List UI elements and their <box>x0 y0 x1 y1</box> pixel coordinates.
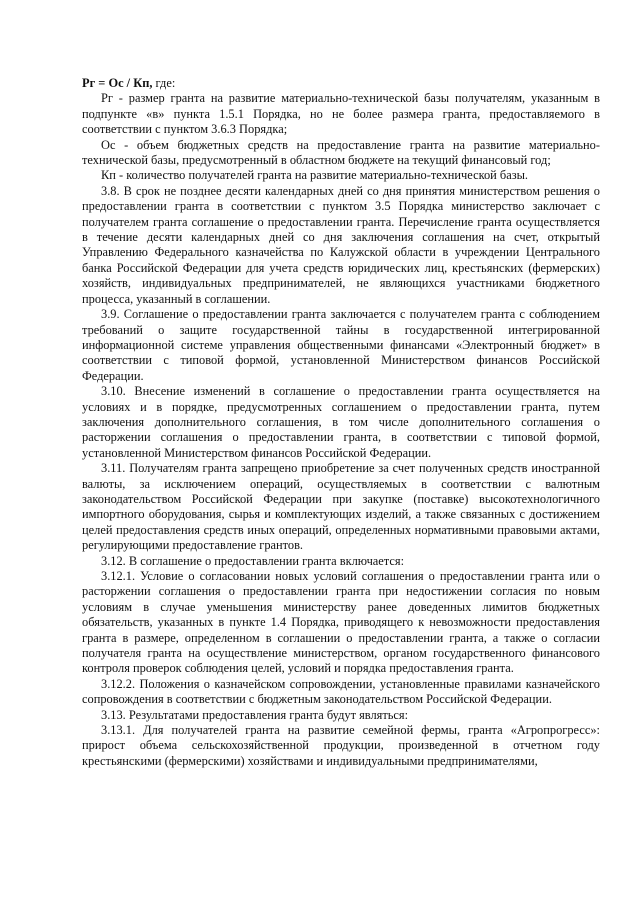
paragraph-3-13: 3.13. Результатами предоставления гранта будут являться: <box>101 707 409 722</box>
formula-tail: где: <box>152 76 176 90</box>
document-page <box>82 76 600 769</box>
paragraph-3-13-1: 3.13.1. Для получателей гранта на развитие семейной фермы, гранта «Агропрогресс»: прирост объема сельскохозяйственной продукции, произведенной в отчетном году крестьянскими (фермерскими) хозяйствами и индивидуальными предпринимателями, <box>82 723 600 768</box>
formula-line <box>82 76 600 91</box>
definition-os: Ос - объем бюджетных средств на предоставление гранта на развитие материально-технической базы, предусмотренный в областном бюджете на текущий финансовый год; <box>82 137 600 168</box>
definition-rg: Рг - размер гранта на развитие материально-технической базы получателям, указанным в подпункте «в» пункта 1.5.1 Порядка, но не более размера гранта, предоставляемого в соответствии с пунктом 3.6.3 Порядка; <box>82 91 600 137</box>
paragraph-3-9: 3.9. Соглашение о предоставлении гранта заключается с получателем гранта с соблюдением требований о защите государственной тайны в государственной интегрированной информационной системе управления общественными финансами «Электронный бюджет» в соответствии с типовой формой, установленной Министерством финансов Российской Федерации. <box>82 307 600 383</box>
paragraph-3-12-1: 3.12.1. Условие о согласовании новых условий соглашения о предоставлении гранта или о расторжении соглашения о предоставлении гранта при недостижении согласия по новым условиям в случае уменьшения министерству ранее доведенных лимитов бюджетных обязательств, указанных в пункте 1.4 Порядка, приводящего к невозможности предоставления гранта в размере, определенном в соглашении о предоставлении гранта, а также о согласии получателя гранта на осуществление министерством, органом государственного финансового контроля проверок соблюдения целей, условий и порядка предоставления гранта. <box>82 569 600 676</box>
paragraph-3-10: 3.10. Внесение изменений в соглашение о предоставлении гранта осуществляется на условиях и в порядке, предусмотренных соглашением о предоставлении гранта, путем заключения дополнительного соглашения, в том числе дополнительного соглашения о расторжении соглашения о предоставлении гранта, в соответствии с типовой формой, установленной Министерством финансов Российской Федерации. <box>82 384 600 460</box>
paragraph-3-8: 3.8. В срок не позднее десяти календарных дней со дня принятия министерством решения о предоставлении гранта в соответствии с пунктом 3.5 Порядка министерство заключает с получателем гранта соглашение о предоставлении гранта. Перечисление гранта осуществляется в течение десяти календарных дней со дня заключения соглашения на счет, открытый Управлению Федерального казначейства по Калужской области в учреждении Центрального банка Российской Федерации для учета средств юридических лиц, крестьянских (фермерских) хозяйств, индивидуальных предпринимателей, не являющихся участниками бюджетного процесса, указанный в соглашении. <box>82 183 600 306</box>
paragraph-3-12: 3.12. В соглашение о предоставлении гранта включается: <box>101 553 405 568</box>
definition-kp: Кп - количество получателей гранта на развитие материально-технической базы. <box>101 168 529 183</box>
paragraph-3-11: 3.11. Получателям гранта запрещено приобретение за счет полученных средств иностранной валюты, за исключением операций, осуществляемых в соответствии с валютным законодательством Российской Федерации при закупке (поставке) высокотехнологичного импортного оборудования, сырья и комплектующих изделий, а также связанных с достижением целей предоставления средств иных операций, определенных нормативными правовыми актами, регулирующими предоставление грантов. <box>82 461 600 553</box>
formula: Рг = Ос / Кп, <box>82 76 153 90</box>
paragraph-3-12-2: 3.12.2. Положения о казначейском сопровождении, установленные правилами казначейского сопровождения в соответствии с бюджетным законодательством Российской Федерации. <box>82 676 600 707</box>
